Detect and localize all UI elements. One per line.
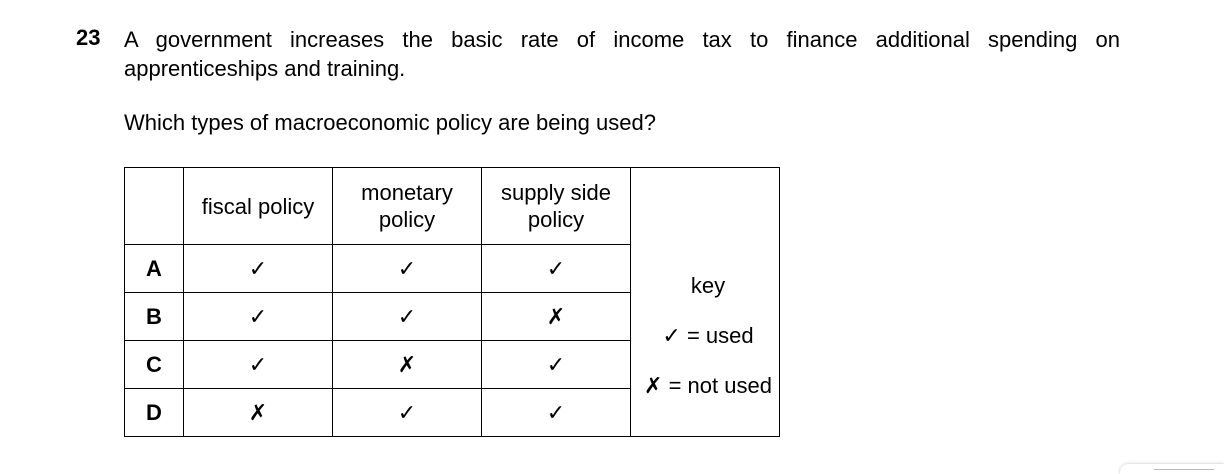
- key-not-used-line: [637, 375, 779, 425]
- key-used-text: = used: [686, 323, 754, 348]
- header-monetary-label-1: monetary: [361, 180, 453, 205]
- supply-mark: ✗: [482, 293, 631, 341]
- question-text: A government increases the basic rate of income tax to finance additional spending on apprenticeships and training.: [124, 27, 1120, 81]
- header-fiscal-label: fiscal policy: [201, 193, 315, 219]
- check-icon: ✓: [662, 323, 681, 348]
- supply-mark: ✓: [482, 389, 631, 437]
- monetary-mark: ✗: [333, 341, 482, 389]
- option-letter: A: [125, 245, 184, 293]
- key-used-line: [637, 325, 779, 375]
- next-page-preview[interactable]: [1120, 464, 1224, 474]
- question-number: 23: [76, 25, 101, 50]
- header-supply-label-2: policy: [527, 207, 585, 232]
- option-letter: C: [125, 341, 184, 389]
- options-table: [124, 167, 780, 437]
- supply-mark: ✓: [482, 245, 631, 293]
- key-not-used-text: = not used: [668, 373, 772, 398]
- header-monetary-label-2: policy: [378, 207, 436, 232]
- option-letter: B: [125, 293, 184, 341]
- header-supply-label-1: supply side: [500, 180, 612, 205]
- fiscal-mark: ✓: [184, 293, 333, 341]
- monetary-mark: ✓: [333, 389, 482, 437]
- fiscal-mark: ✓: [184, 341, 333, 389]
- monetary-mark: ✓: [333, 245, 482, 293]
- table-header-row: [125, 168, 780, 245]
- header-fiscal-policy: [184, 168, 333, 245]
- cross-icon: ✗: [644, 373, 663, 398]
- key-cell: [631, 168, 780, 437]
- question-prompt: Which types of macroeconomic policy are being used?: [124, 110, 656, 135]
- fiscal-mark: ✗: [184, 389, 333, 437]
- option-letter: D: [125, 389, 184, 437]
- supply-mark: ✓: [482, 341, 631, 389]
- monetary-mark: ✓: [333, 293, 482, 341]
- fiscal-mark: ✓: [184, 245, 333, 293]
- preview-text-line: [1154, 469, 1214, 470]
- key-title: key: [690, 273, 726, 298]
- header-monetary-policy: [333, 168, 482, 245]
- key-box: [631, 179, 779, 425]
- header-blank-cell: [125, 168, 184, 245]
- header-supply-side-policy: [482, 168, 631, 245]
